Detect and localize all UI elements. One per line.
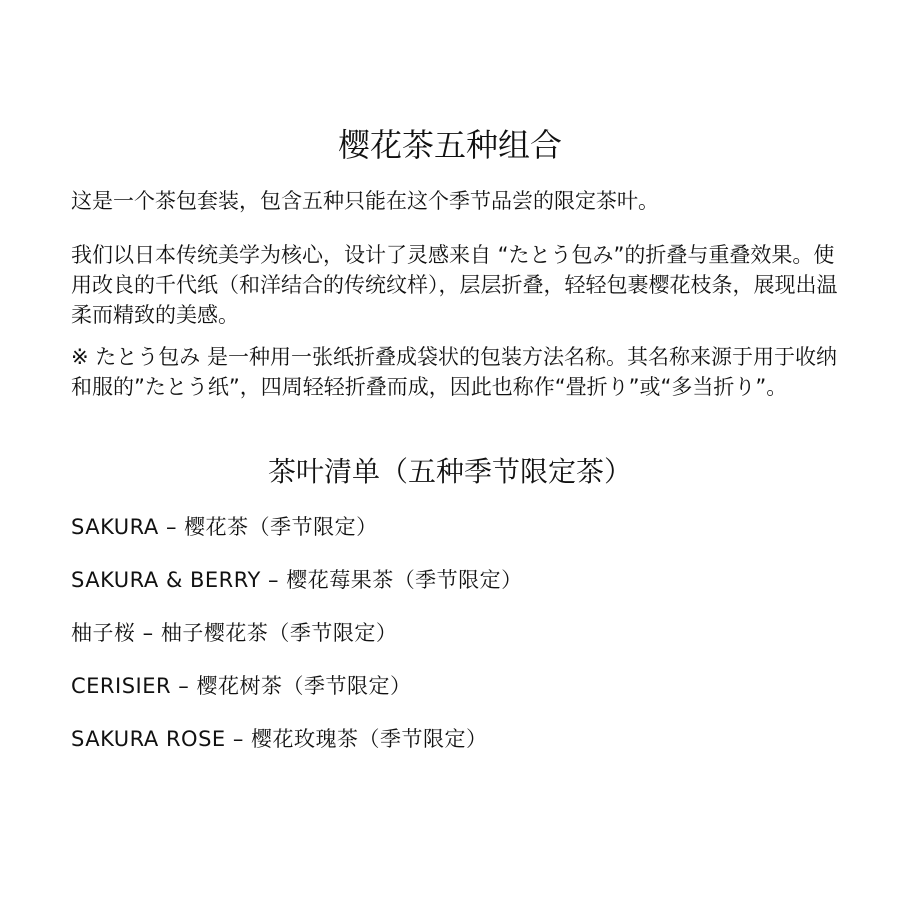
tea-item-sakura-rose: SAKURA ROSE – 樱花玫瑰茶（季节限定） <box>71 727 488 751</box>
tea-item-yuzu-sakura: 柚子桜 – 柚子樱花茶（季节限定） <box>71 621 398 645</box>
tea-item-cerisier: CERISIER – 樱花树茶（季节限定） <box>71 674 412 698</box>
tea-list-heading: 茶叶清单（五种季节限定茶） <box>267 455 632 488</box>
design-paragraph: 我们以日本传统美学为核心，设计了灵感来自 “たとう包み”的折叠与重叠效果。使用改良的千代纸（和洋结合的传统纹样），层层折叠，轻轻包裹樱花枝条，展现出温柔而精致的美感。 <box>71 243 838 327</box>
tea-list <box>71 512 523 777</box>
footnote-paragraph: ※ たとう包み 是一种用一张纸折叠成袋状的包装方法名称。其名称来源于用于收纳和服的”たとう纸”，四周轻轻折叠而成，因此也称作“畳折り”或“多当折り”。 <box>71 345 837 399</box>
page-title: 樱花茶五种组合 <box>337 126 562 164</box>
tea-item-sakura-berry: SAKURA & BERRY – 樱花莓果茶（季节限定） <box>71 568 523 592</box>
intro-paragraph: 这是一个茶包套装，包含五种只能在这个季节品尝的限定茶叶。 <box>71 189 659 213</box>
tea-item-sakura: SAKURA – 樱花茶（季节限定） <box>71 515 378 539</box>
